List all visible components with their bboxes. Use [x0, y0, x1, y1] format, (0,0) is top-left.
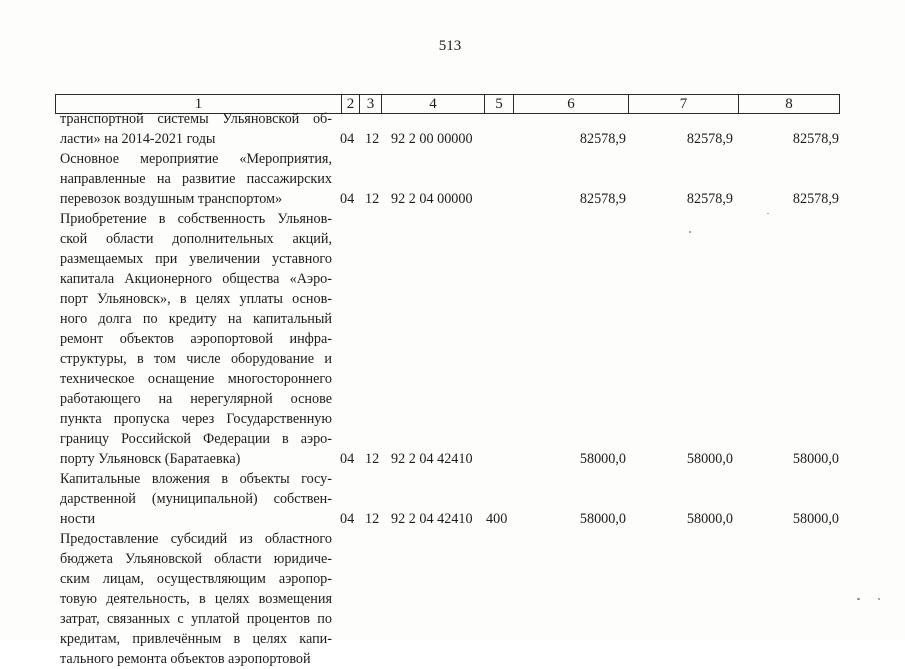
- header-col-5: 5: [484, 95, 513, 113]
- scan-speck: [767, 213, 769, 214]
- row-amount-col-6: 58000,0: [579, 451, 626, 467]
- row-amount-col-7: [643, 649, 733, 669]
- header-col-2: 2: [341, 95, 359, 113]
- row-description-line: транспортной системы Ульяновской об-: [60, 111, 332, 127]
- header-col-4: 4: [381, 95, 484, 113]
- row-amount-col-8: 58000,0: [792, 511, 839, 527]
- row-amount-col-6: [536, 649, 626, 669]
- page-number: 513: [438, 38, 462, 54]
- row-description-line: ности: [60, 511, 96, 527]
- row-description-line: техническое оснащение многостороннего: [60, 371, 332, 387]
- row-description-line: капитала Акционерного общества «Аэро-: [60, 271, 332, 287]
- row-description-line: Основное мероприятие «Мероприятия,: [60, 151, 332, 167]
- row-code-subsection: 12: [365, 131, 380, 147]
- row-amount-col-8: [749, 649, 839, 669]
- row-description-line: Капитальные вложения в объекты госу-: [60, 471, 332, 487]
- scan-speck: [689, 231, 691, 233]
- row-amount-col-6: 82578,9: [579, 191, 626, 207]
- row-description-line: бюджета Ульяновской области юридиче-: [60, 551, 332, 567]
- header-col-1: 1: [194, 96, 203, 112]
- scan-speck: [857, 598, 860, 600]
- row-description-line: направленные на развитие пассажирских: [60, 171, 332, 187]
- row-amount-col-8: 58000,0: [792, 451, 839, 467]
- row-description-line: границу Российской Федерации в аэро-: [60, 431, 332, 447]
- row-code-subsection: 12: [365, 191, 380, 207]
- row-amount-col-7: 58000,0: [686, 451, 733, 467]
- row-amount-col-7: 82578,9: [686, 131, 733, 147]
- row-description-line: Предоставление субсидий из областного: [60, 531, 332, 547]
- row-code-expense-type: 400: [486, 511, 508, 527]
- row-description-line: структуры, в том числе оборудование и: [60, 351, 332, 367]
- row-code-subsection: 12: [365, 511, 380, 527]
- row-description-line: дарственной (муниципальной) собствен-: [60, 491, 332, 507]
- row-code-target-article: 92 2 00 00000: [391, 131, 473, 147]
- row-code-section: 04: [340, 191, 355, 207]
- row-amount-col-8: 82578,9: [792, 131, 839, 147]
- row-amount-col-7: 58000,0: [686, 511, 733, 527]
- row-code-section: 04: [340, 511, 355, 527]
- row-description-line: затрат, связанных с уплатой процентов по: [60, 611, 332, 627]
- row-description-line: размещаемых при увеличении уставного: [60, 251, 332, 267]
- row-code-target-article: 92 2 04 42410: [391, 511, 473, 527]
- row-code-target-article: 92 2 04 00000: [391, 191, 473, 207]
- row-description-line: товую деятельность, в целях возмещения: [60, 591, 332, 607]
- row-code-section: 04: [340, 131, 355, 147]
- scan-speck: [878, 598, 880, 600]
- header-col-6: 6: [513, 95, 628, 113]
- row-description-line: Приобретение в собственность Ульянов-: [60, 211, 332, 227]
- row-description-line: ской области дополнительных акций,: [60, 231, 332, 247]
- row-amount-col-7: 82578,9: [686, 191, 733, 207]
- header-col-3: 3: [359, 95, 381, 113]
- row-amount-col-6: 82578,9: [579, 131, 626, 147]
- row-description-line: пункта пропуска через Государственную: [60, 411, 332, 427]
- row-description-line: порт Ульяновск», в целях уплаты основ-: [60, 291, 332, 307]
- row-amount-col-6: 58000,0: [579, 511, 626, 527]
- row-description-line: ного долга по кредиту на капитальный: [60, 311, 332, 327]
- header-col-7: 7: [628, 95, 738, 113]
- row-amount-col-8: 82578,9: [792, 191, 839, 207]
- header-col-8: 8: [738, 95, 839, 113]
- row-description-line: кредитам, привлечённым в целях капи-: [60, 631, 332, 647]
- row-description-line: перевозок воздушным транспортом»: [60, 191, 283, 207]
- row-description-line: ским лицам, осуществляющим аэропор-: [60, 571, 332, 587]
- row-code-section: 04: [340, 451, 355, 467]
- row-description-line: ласти» на 2014-2021 годы: [60, 131, 216, 147]
- row-description-line: порту Ульяновск (Баратаевка): [60, 451, 241, 467]
- row-code-subsection: 12: [365, 451, 380, 467]
- row-code-target-article: 92 2 04 42410: [391, 451, 473, 467]
- row-description-line: ремонт объектов аэропортовой инфра-: [60, 331, 332, 347]
- row-description-line: работающего на нерегулярной основе: [60, 391, 332, 407]
- row-description-line: тального ремонта объектов аэропортовой: [60, 651, 311, 667]
